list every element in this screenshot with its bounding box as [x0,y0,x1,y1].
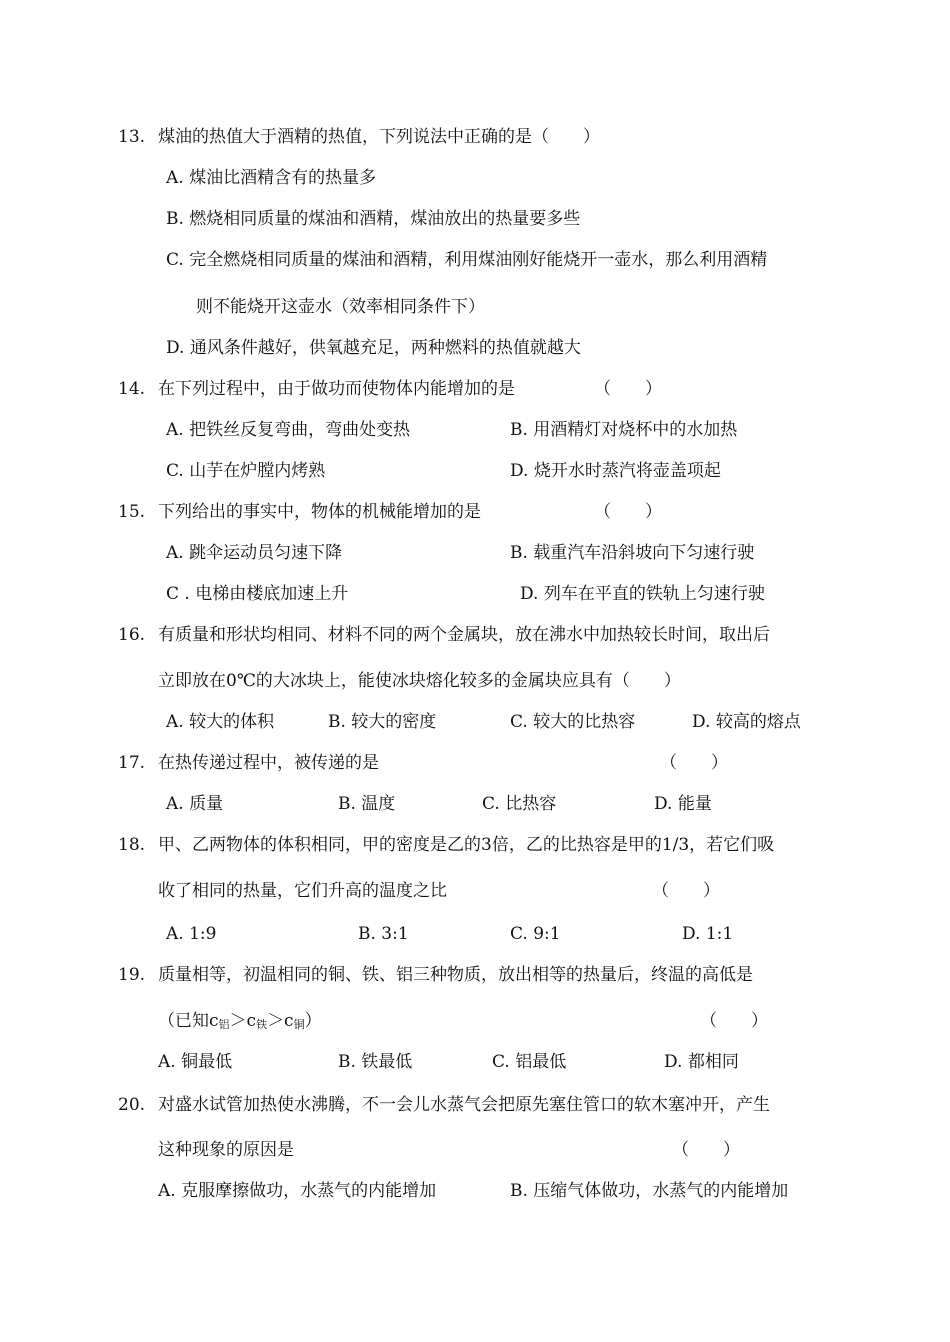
question-14 [118,378,515,400]
q20-option-a: A. 克服摩擦做功，水蒸气的内能增加 [158,1181,437,1201]
q14-option-b: B. 用酒精灯对烧杯中的水加热 [510,420,738,440]
q19-option-b: B. 铁最低 [338,1052,413,1072]
q15-answer-blank: （ ） [594,502,662,522]
subscript-fe: 铁 [256,1018,268,1031]
q14-option-a: A. 把铁丝反复弯曲，弯曲处变热 [166,420,411,440]
question-13 [118,126,600,148]
q18-option-b: B. 3:1 [358,924,409,944]
q15-option-a: A. 跳伞运动员匀速下降 [166,543,343,563]
q17-option-c: C. 比热容 [482,794,557,814]
q14-option-c: C. 山芋在炉膛内烤熟 [166,461,326,481]
question-stem: 甲、乙两物体的体积相同，甲的密度是乙的3倍，乙的比热容是甲的1/3，若它们吸 [158,835,775,855]
q18-option-d: D. 1:1 [682,924,734,944]
q15-option-c: C . 电梯由楼底加速上升 [166,584,349,604]
q14-answer-blank: （ ） [594,379,662,399]
question-number: 16. [118,625,146,645]
question-16 [118,624,770,646]
q16-option-c: C. 较大的比热容 [510,712,636,732]
q20-option-b: B. 压缩气体做功，水蒸气的内能增加 [510,1181,789,1201]
q18-option-a: A. 1:9 [166,924,217,944]
q19-option-d: D. 都相同 [664,1052,739,1072]
q18-answer-blank: （ ） [652,881,720,901]
subscript-al: 铝 [218,1018,230,1031]
question-stem: 有质量和形状均相同、材料不同的两个金属块，放在沸水中加热较长时间，取出后 [158,625,770,645]
question-stem: 在下列过程中，由于做功而使物体内能增加的是 [158,379,515,399]
question-stem: 下列给出的事实中，物体的机械能增加的是 [158,502,481,522]
question-number: 19. [118,965,146,985]
q17-option-b: B. 温度 [338,794,396,814]
q20-stem-continued: 这种现象的原因是 [158,1140,294,1160]
question-number: 17. [118,753,146,773]
question-20 [118,1094,770,1116]
q17-option-a: A. 质量 [166,794,224,814]
q13-option-d: D. 通风条件越好，供氧越充足，两种燃料的热值就越大 [166,338,581,358]
q19-known-condition: （已知$c_铝>c_铁>c_铜$） [158,1011,322,1031]
question-number: 18. [118,835,146,855]
q13-option-b: B. 燃烧相同质量的煤油和酒精，煤油放出的热量要多些 [166,209,581,229]
q16-stem-continued: 立即放在0℃的大冰块上，能使冰块熔化较多的金属块应具有（ ） [158,671,681,691]
question-17 [118,752,379,774]
question-stem: 煤油的热值大于酒精的热值，下列说法中正确的是（ ） [158,127,600,147]
q16-option-b: B. 较大的密度 [328,712,437,732]
question-18 [118,834,774,856]
question-number: 15. [118,502,146,522]
q19-option-c: C. 铝最低 [492,1052,567,1072]
question-number: 13. [118,127,146,147]
q14-option-d: D. 烧开水时蒸汽将壶盖项起 [510,461,721,481]
q16-option-a: A. 较大的体积 [166,712,275,732]
q16-option-d: D. 较高的熔点 [692,712,801,732]
q18-option-c: C. 9:1 [510,924,561,944]
q20-answer-blank: （ ） [672,1140,740,1160]
question-number: 20. [118,1095,146,1115]
q19-answer-blank: （ ） [700,1011,768,1031]
question-number: 14. [118,379,146,399]
q13-option-a: A. 煤油比酒精含有的热量多 [166,168,377,188]
q15-option-b: B. 载重汽车沿斜坡向下匀速行驶 [510,543,755,563]
question-19 [118,964,753,986]
question-stem: 质量相等，初温相同的铜、铁、铝三种物质，放出相等的热量后，终温的高低是 [158,965,753,985]
question-stem: 对盛水试管加热使水沸腾，不一会儿水蒸气会把原先塞住管口的软木塞冲开，产生 [158,1095,770,1115]
question-stem: 在热传递过程中，被传递的是 [158,753,379,773]
q15-option-d: D. 列车在平直的铁轨上匀速行驶 [520,584,765,604]
question-15 [118,501,481,523]
q18-stem-continued: 收了相同的热量，它们升高的温度之比 [158,881,447,901]
q13-option-c-continued: 则不能烧开这壶水（效率相同条件下） [196,297,485,317]
q17-answer-blank: （ ） [660,753,728,773]
q17-option-d: D. 能量 [654,794,712,814]
q13-option-c: C. 完全燃烧相同质量的煤油和酒精，利用煤油刚好能烧开一壶水，那么利用酒精 [166,250,768,270]
q19-option-a: A. 铜最低 [158,1052,233,1072]
subscript-cu: 铜 [293,1018,305,1031]
